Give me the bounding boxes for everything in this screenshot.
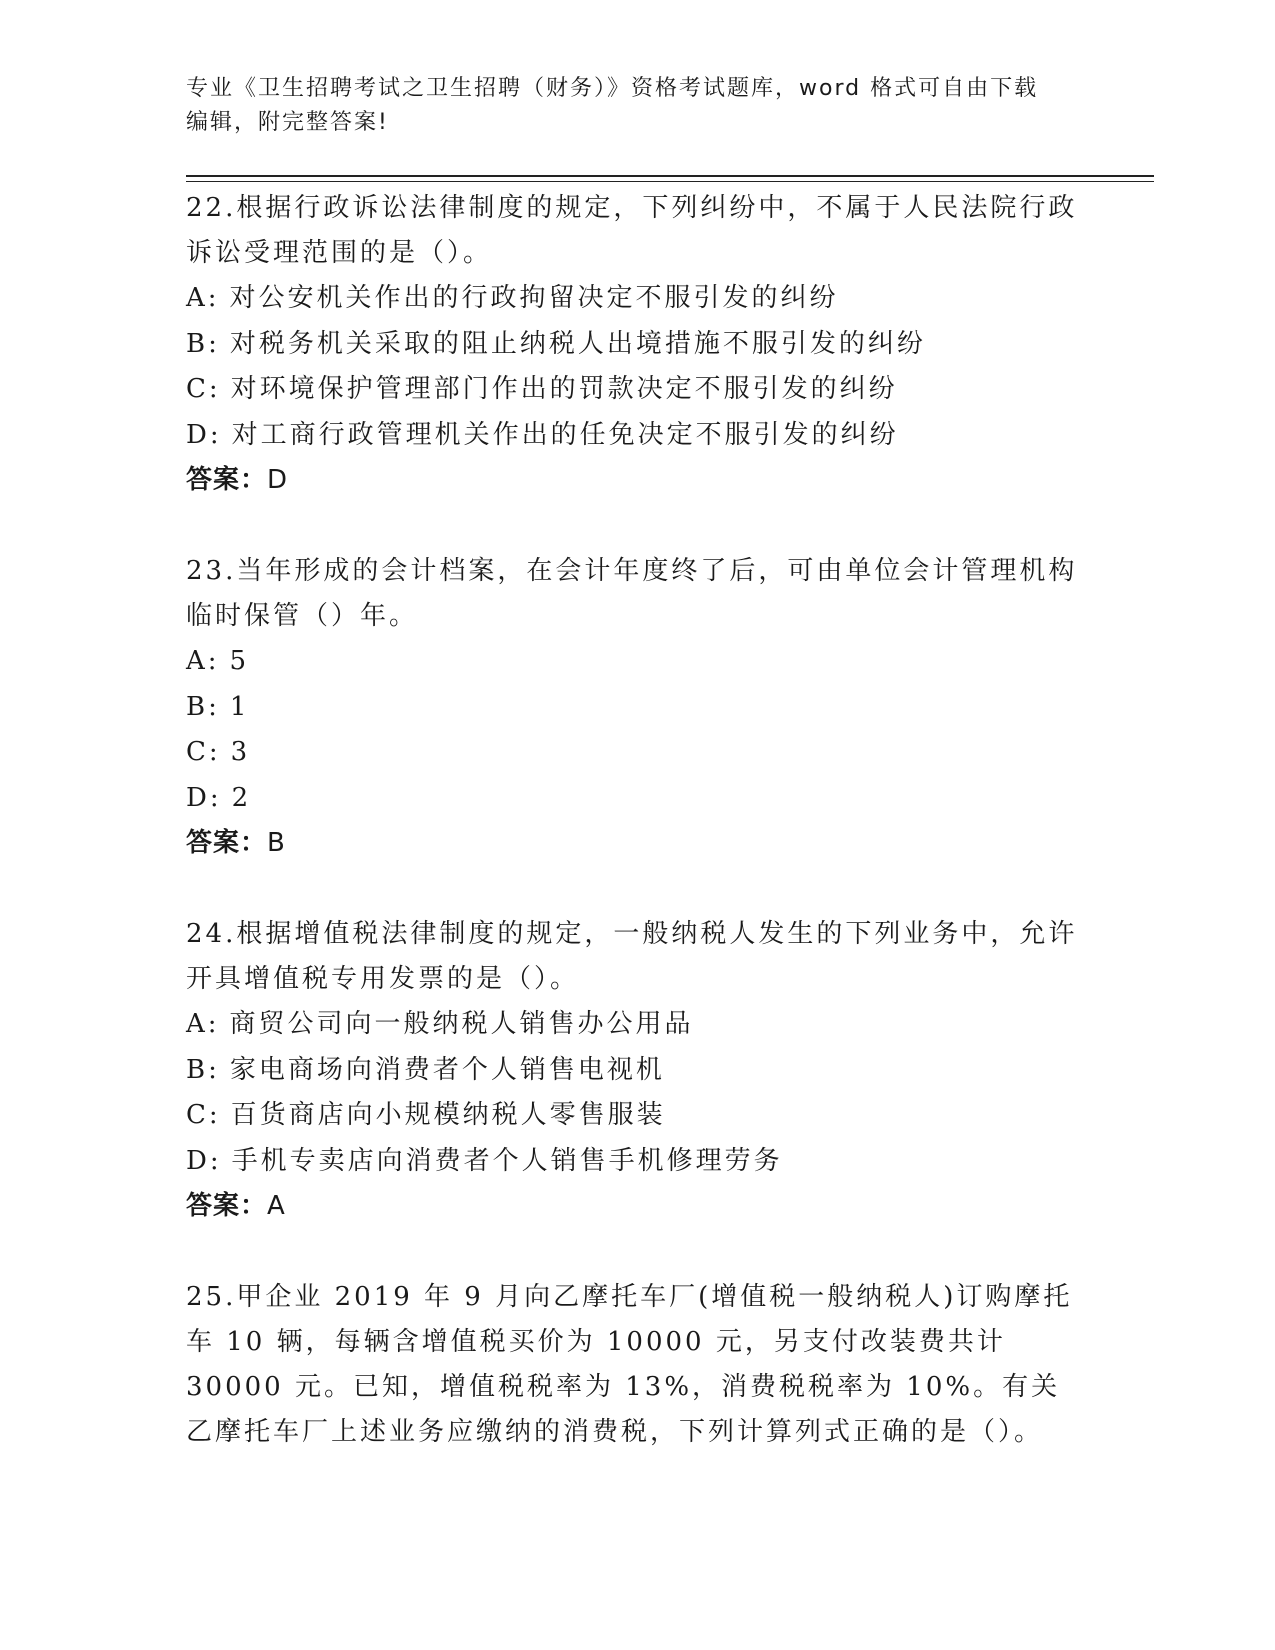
option-text: 家电商场向消费者个人销售电视机 [229, 1054, 665, 1085]
header-divider-thin [186, 181, 1154, 182]
option-letter: C: [186, 1100, 221, 1130]
option-letter: B: [186, 328, 220, 359]
option-b [186, 1048, 1086, 1094]
option-text: 对公安机关作出的行政拘留决定不服引发的纠纷 [229, 283, 839, 313]
question-stem: 25.甲企业 2019 年 9 月向乙摩托车厂(增值税一般纳税人)订购摩托车 10 辆，每辆含增值税买价为 10000 元，另支付改装费共计 30000 元。已知，增值税税率为 13%，消费税税率为 10%。有关乙摩托车厂上述业务应缴纳的消费税，下列计算列式正确的是（）。 [186, 1282, 1073, 1447]
question-23 [186, 549, 1086, 866]
option-letter: C: [186, 737, 221, 767]
answer-line [186, 821, 1086, 866]
option-letter: D: [186, 1145, 222, 1176]
option-d [186, 776, 1086, 822]
question-25 [186, 1275, 1086, 1455]
answer-line [186, 1184, 1086, 1229]
option-text: 手机专卖店向消费者个人销售手机修理劳务 [231, 1145, 783, 1176]
document-header [186, 72, 1086, 140]
answer-value: A [267, 1191, 286, 1221]
option-text: 对工商行政管理机关作出的任免决定不服引发的纠纷 [231, 419, 899, 450]
answer-label: 答案： [186, 465, 268, 495]
answer-label: 答案： [186, 828, 268, 858]
option-text: 对税务机关采取的阻止纳税人出境措施不服引发的纠纷 [229, 328, 926, 359]
option-letter: A: [186, 646, 220, 676]
question-stem: 24.根据增值税法律制度的规定，一般纳税人发生的下列业务中，允许开具增值税专用发票的是（）。 [186, 919, 1078, 994]
header-line-1: 专业《卫生招聘考试之卫生招聘（财务）》资格考试题库，word 格式可自由下载 [186, 76, 1039, 101]
question-24 [186, 912, 1086, 1229]
option-letter: C: [186, 374, 221, 404]
option-a [186, 639, 1086, 685]
option-b [186, 322, 1086, 368]
option-c [186, 730, 1086, 776]
option-text: 对环境保护管理部门作出的罚款决定不服引发的纠纷 [230, 374, 898, 404]
question-list [186, 186, 1086, 1501]
option-c [186, 1093, 1086, 1139]
answer-value: B [267, 828, 286, 858]
option-letter: B: [186, 1054, 220, 1085]
option-b [186, 685, 1086, 731]
option-text: 3 [230, 737, 251, 767]
option-letter: A: [186, 283, 220, 313]
option-text: 5 [229, 646, 250, 676]
answer-line [186, 458, 1086, 503]
answer-label: 答案： [186, 1191, 268, 1221]
option-letter: D: [186, 419, 222, 450]
question-stem: 22.根据行政诉讼法律制度的规定，下列纠纷中，不属于人民法院行政诉讼受理范围的是（）。 [186, 193, 1078, 268]
option-c [186, 367, 1086, 413]
header-line-2: 编辑，附完整答案! [186, 110, 389, 135]
option-text: 商贸公司向一般纳税人销售办公用品 [229, 1009, 694, 1039]
option-text: 1 [229, 691, 250, 722]
header-divider-thick [186, 175, 1154, 177]
option-a [186, 276, 1086, 322]
option-d [186, 1139, 1086, 1185]
option-text: 百货商店向小规模纳税人零售服装 [230, 1100, 666, 1130]
option-d [186, 413, 1086, 459]
question-stem: 23.当年形成的会计档案，在会计年度终了后，可由单位会计管理机构临时保管（）年。 [186, 556, 1078, 631]
option-letter: D: [186, 782, 222, 813]
answer-value: D [267, 465, 289, 495]
option-a [186, 1002, 1086, 1048]
question-22 [186, 186, 1086, 503]
option-letter: A: [186, 1009, 220, 1039]
option-letter: B: [186, 691, 220, 722]
option-text: 2 [231, 782, 252, 813]
